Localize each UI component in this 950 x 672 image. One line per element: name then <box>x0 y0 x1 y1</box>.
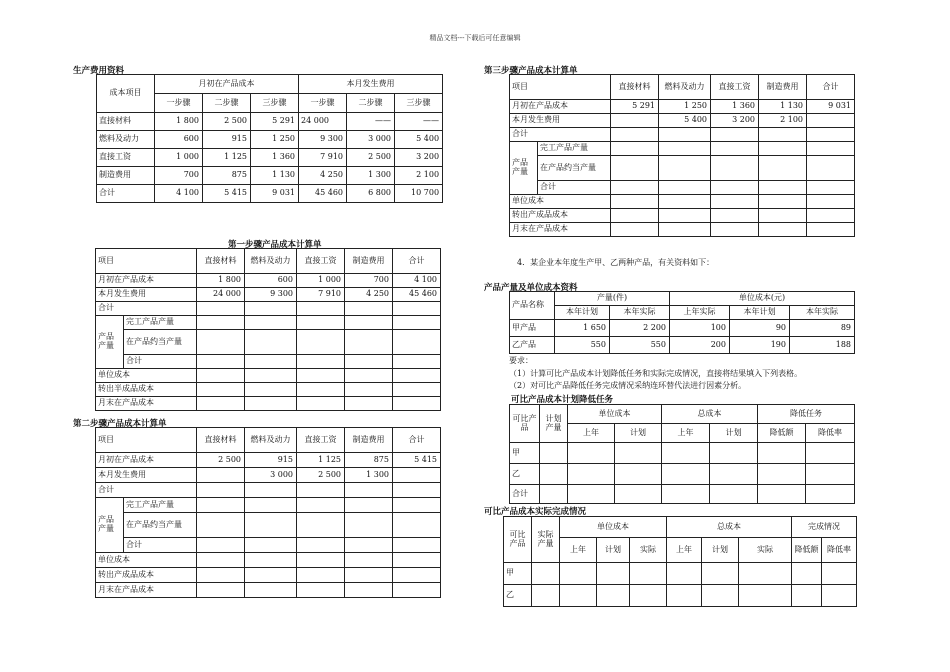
cell: 9 300 <box>245 288 297 302</box>
row-label: 乙产品 <box>510 337 555 354</box>
table-row <box>96 568 441 583</box>
cell: 89 <box>790 320 855 337</box>
table-row <box>97 185 443 203</box>
table-row <box>510 114 855 128</box>
header-step: 三步骤 <box>395 94 443 113</box>
cell: 915 <box>245 453 297 468</box>
cell: 600 <box>245 274 297 288</box>
header-item: 项目 <box>96 428 197 453</box>
cell: 1 800 <box>155 113 203 131</box>
table-row <box>96 397 441 411</box>
cell: 190 <box>730 337 790 354</box>
cell: 550 <box>610 337 670 354</box>
header-sub: 计划 <box>702 538 739 563</box>
row-group-label: 产品产量 <box>96 316 124 369</box>
header-sub: 计划 <box>615 424 662 443</box>
row-label: 乙 <box>504 585 532 607</box>
row-label: 月末在产品成本 <box>96 397 197 411</box>
header-comparable-product: 可比产品 <box>504 517 532 563</box>
cell: 2 500 <box>297 468 345 483</box>
header-month-expense: 本月发生费用 <box>299 75 443 94</box>
header-sub: 计划 <box>597 538 630 563</box>
header-sub: 上年实际 <box>670 306 730 320</box>
page-header: 精品文档---下载后可任意编辑 <box>429 34 521 42</box>
header-col: 燃料及动力 <box>245 428 297 453</box>
cell: 1 125 <box>203 149 251 167</box>
row-label: 在产品约当产量 <box>538 156 611 181</box>
cell: —— <box>347 113 395 131</box>
row-label: 单位成本 <box>96 553 197 568</box>
cell: 5 415 <box>393 453 441 468</box>
plan-reduction-table <box>509 404 855 504</box>
step3-title: 第三步骤产品成本计算单 <box>484 66 578 76</box>
cell: 10 700 <box>395 185 443 203</box>
cell: 100 <box>670 320 730 337</box>
row-label: 完工产品产量 <box>124 316 197 330</box>
step2-cost-table <box>95 427 441 598</box>
cell <box>197 468 245 483</box>
cell: 90 <box>730 320 790 337</box>
header-col: 合计 <box>807 75 855 100</box>
header-sub: 本年实际 <box>610 306 670 320</box>
cell: 24 000 <box>197 288 245 302</box>
header-sub: 实际 <box>739 538 792 563</box>
header-item: 项目 <box>510 75 611 100</box>
table-row <box>96 302 441 316</box>
header-cost-item: 成本项目 <box>97 75 155 113</box>
table-row <box>96 583 441 598</box>
row-label: 合计 <box>124 355 197 369</box>
cell: 2 100 <box>395 167 443 185</box>
row-label: 合计 <box>96 483 197 498</box>
table-row <box>504 563 857 585</box>
cell: 9 031 <box>251 185 299 203</box>
row-label: 完工产品产量 <box>124 498 197 513</box>
step2-title: 第二步骤产品成本计算单 <box>73 419 167 429</box>
table-row <box>510 337 855 354</box>
row-label: 燃料及动力 <box>97 131 155 149</box>
cell: 7 910 <box>297 288 345 302</box>
table-row <box>96 288 441 302</box>
requirement-2: （2）对可比产品降低任务完成情况采纳连环替代法进行因素分析。 <box>509 381 747 390</box>
row-label: 单位成本 <box>510 195 611 209</box>
header-sub: 计划 <box>710 424 758 443</box>
cell: 2 500 <box>197 453 245 468</box>
table-row <box>97 167 443 185</box>
header-actual-output: 实际产量 <box>532 517 560 563</box>
cell: 45 460 <box>393 288 441 302</box>
header-comparable-product: 可比产品 <box>510 405 540 443</box>
header-sub: 降低额 <box>758 424 806 443</box>
row-label: 转出半成品成本 <box>96 383 197 397</box>
row-label: 直接材料 <box>97 113 155 131</box>
cell: 700 <box>345 274 393 288</box>
cell: 1 000 <box>155 149 203 167</box>
table-row <box>96 483 441 498</box>
row-label: 月初在产品成本 <box>96 274 197 288</box>
cell: 875 <box>203 167 251 185</box>
row-label: 在产品约当产量 <box>124 330 197 355</box>
table-row <box>510 223 855 237</box>
cell: 915 <box>203 131 251 149</box>
row-group-label: 产品产量 <box>510 142 538 195</box>
table-row <box>96 383 441 397</box>
question-4: 4．某企业本年度生产甲、乙两种产品，有关资料如下： <box>517 258 715 267</box>
header-sub: 上年 <box>667 538 702 563</box>
header-total-cost: 总成本 <box>667 517 792 538</box>
header-sub: 实际 <box>630 538 667 563</box>
cell: 550 <box>555 337 610 354</box>
cell: 4 100 <box>155 185 203 203</box>
actual-completion-title: 可比产品成本实际完成情况 <box>484 507 587 517</box>
row-label: 合计 <box>510 128 611 142</box>
header-output: 产量(件) <box>555 292 670 306</box>
table-row <box>510 320 855 337</box>
header-unit-cost: 单位成本 <box>568 405 662 424</box>
table-row <box>96 355 441 369</box>
cell: 1 300 <box>347 167 395 185</box>
header-col: 直接工资 <box>711 75 759 100</box>
header-step: 二步骤 <box>347 94 395 113</box>
header-reduction-task: 降低任务 <box>758 405 855 424</box>
cell: 1 800 <box>197 274 245 288</box>
header-col: 直接材料 <box>197 249 245 274</box>
row-label: 转出产成品成本 <box>96 568 197 583</box>
row-label: 月末在产品成本 <box>96 583 197 598</box>
cell: 1 250 <box>251 131 299 149</box>
cell: 3 000 <box>347 131 395 149</box>
header-col: 制造费用 <box>759 75 807 100</box>
header-step: 三步骤 <box>251 94 299 113</box>
table-row <box>510 209 855 223</box>
cell: 1 130 <box>759 100 807 114</box>
header-step: 一步骤 <box>155 94 203 113</box>
cell: 2 200 <box>610 320 670 337</box>
output-unitcost-title: 产品产量及单位成本资料 <box>484 283 578 293</box>
header-unit-cost: 单位成本 <box>560 517 667 538</box>
header-col: 直接工资 <box>297 428 345 453</box>
row-label: 本月发生费用 <box>96 468 197 483</box>
header-col: 直接材料 <box>197 428 245 453</box>
step1-title: 第一步骤产品成本计算单 <box>228 240 322 250</box>
row-label: 合计 <box>538 181 611 195</box>
header-product-name: 产品名称 <box>510 292 555 320</box>
row-label: 完工产品产量 <box>538 142 611 156</box>
cell: 188 <box>790 337 855 354</box>
row-label: 本月发生费用 <box>510 114 611 128</box>
cell: 1 000 <box>297 274 345 288</box>
header-sub: 本年计划 <box>730 306 790 320</box>
header-col: 燃料及动力 <box>659 75 711 100</box>
header-col: 制造费用 <box>345 249 393 274</box>
cell: 700 <box>155 167 203 185</box>
row-label: 月末在产品成本 <box>510 223 611 237</box>
table-row <box>96 553 441 568</box>
header-step: 一步骤 <box>299 94 347 113</box>
cell: 4 100 <box>393 274 441 288</box>
header-col: 合计 <box>393 249 441 274</box>
row-label: 甲 <box>510 443 540 464</box>
cell: 1 360 <box>251 149 299 167</box>
table-row <box>510 195 855 209</box>
cell: 5 291 <box>611 100 659 114</box>
header-item: 项目 <box>96 249 197 274</box>
header-total-cost: 总成本 <box>662 405 758 424</box>
cell: 1 250 <box>659 100 711 114</box>
row-label: 制造费用 <box>97 167 155 185</box>
cell: 5 291 <box>251 113 299 131</box>
header-sub: 上年 <box>662 424 710 443</box>
plan-reduction-title: 可比产品成本计划降低任务 <box>511 395 614 405</box>
cell: 45 460 <box>299 185 347 203</box>
row-label: 甲 <box>504 563 532 585</box>
header-begin-wip: 月初在产品成本 <box>155 75 299 94</box>
row-label: 月初在产品成本 <box>96 453 197 468</box>
header-unit-cost: 单位成本(元) <box>670 292 855 306</box>
row-label: 本月发生费用 <box>96 288 197 302</box>
requirement-1: （1）计算可比产品成本计划降低任务和实际完成情况，直接将结果填入下列表格。 <box>509 369 803 378</box>
output-unitcost-table <box>509 291 855 354</box>
cell: 5 400 <box>659 114 711 128</box>
row-label: 合计 <box>96 302 197 316</box>
header-col: 制造费用 <box>345 428 393 453</box>
header-completion: 完成情况 <box>792 517 857 538</box>
table-row <box>510 181 855 195</box>
table-row <box>510 485 855 504</box>
cell: 4 250 <box>345 288 393 302</box>
cell: 2 500 <box>203 113 251 131</box>
cell: 2 500 <box>347 149 395 167</box>
cell: 4 250 <box>299 167 347 185</box>
requirement-label: 要求： <box>509 356 533 365</box>
cell: 1 125 <box>297 453 345 468</box>
cell: 3 000 <box>245 468 297 483</box>
table-row <box>96 498 441 513</box>
cell: 1 300 <box>345 468 393 483</box>
header-step: 二步骤 <box>203 94 251 113</box>
table-row <box>504 585 857 607</box>
row-label: 合计 <box>510 485 540 504</box>
header-sub: 本年计划 <box>555 306 610 320</box>
cell: 600 <box>155 131 203 149</box>
table-row <box>96 274 441 288</box>
table-row <box>96 316 441 330</box>
header-col: 直接材料 <box>611 75 659 100</box>
row-label: 乙 <box>510 464 540 485</box>
cell: 1 360 <box>711 100 759 114</box>
row-group-label: 产品产量 <box>96 498 124 553</box>
cell: 7 910 <box>299 149 347 167</box>
cell: 3 200 <box>395 149 443 167</box>
actual-completion-table <box>503 516 857 607</box>
step3-cost-table <box>509 74 855 237</box>
header-sub: 本年实际 <box>790 306 855 320</box>
header-sub: 上年 <box>560 538 597 563</box>
cell: 875 <box>345 453 393 468</box>
table-row <box>97 149 443 167</box>
table-row <box>96 513 441 538</box>
cell: 9 031 <box>807 100 855 114</box>
header-sub: 上年 <box>568 424 615 443</box>
step1-cost-table <box>95 248 441 411</box>
header-col: 合计 <box>393 428 441 453</box>
cell: 6 800 <box>347 185 395 203</box>
table-row <box>510 156 855 181</box>
cell: 3 200 <box>711 114 759 128</box>
cell: 9 300 <box>299 131 347 149</box>
table-row <box>510 142 855 156</box>
table-row <box>96 468 441 483</box>
cell: 200 <box>670 337 730 354</box>
header-col: 燃料及动力 <box>245 249 297 274</box>
production-cost-title: 生产费用资料 <box>73 66 125 76</box>
header-col: 直接工资 <box>297 249 345 274</box>
header-plan-output: 计划产量 <box>540 405 568 443</box>
cell: 1 650 <box>555 320 610 337</box>
cell: 5 400 <box>395 131 443 149</box>
cell <box>393 468 441 483</box>
table-row <box>510 464 855 485</box>
table-row <box>96 369 441 383</box>
table-row <box>510 100 855 114</box>
table-row <box>510 443 855 464</box>
row-label: 月初在产品成本 <box>510 100 611 114</box>
row-label: 合计 <box>124 538 197 553</box>
cell <box>807 114 855 128</box>
header-sub: 降低率 <box>822 538 857 563</box>
row-label: 甲产品 <box>510 320 555 337</box>
row-label: 直接工资 <box>97 149 155 167</box>
row-label: 转出产成品成本 <box>510 209 611 223</box>
table-row <box>96 330 441 355</box>
table-row <box>97 113 443 131</box>
header-sub: 降低额 <box>792 538 822 563</box>
table-row <box>96 538 441 553</box>
table-row <box>97 131 443 149</box>
row-label: 合计 <box>97 185 155 203</box>
header-sub: 降低率 <box>806 424 855 443</box>
production-cost-table <box>96 74 443 203</box>
cell: 2 100 <box>759 114 807 128</box>
row-label: 单位成本 <box>96 369 197 383</box>
cell: 24 000 <box>299 113 347 131</box>
table-row <box>96 453 441 468</box>
table-row <box>510 128 855 142</box>
cell <box>611 114 659 128</box>
row-label: 在产品约当产量 <box>124 513 197 538</box>
cell: 5 415 <box>203 185 251 203</box>
cell: —— <box>395 113 443 131</box>
cell: 1 130 <box>251 167 299 185</box>
